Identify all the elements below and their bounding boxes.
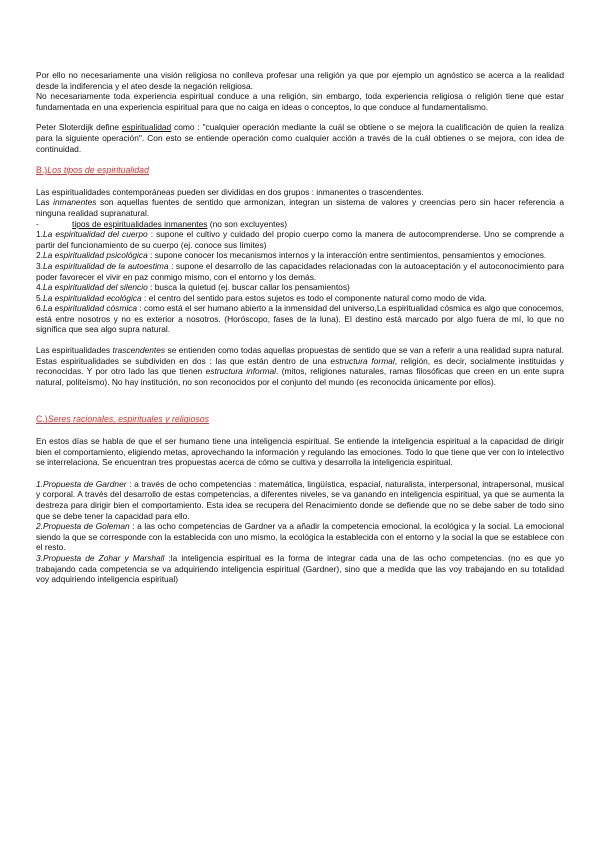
text-run: Peter Sloterdijk define bbox=[36, 122, 122, 133]
item-text: : supone el desarrollo de las capacidades relacionadas con la autoaceptación y el autoconocimiento para poder favorecer el vivir en paz conmigo mismo, con el entorno y los demás. bbox=[36, 260, 564, 282]
item-text: :la inteligencia espiritual es la forma de integrar cada una de las ocho competencias. (no es que yo trabajando cada competencia se va adquiriendo inteligencia espiritual (Gardner), sino que a medida que las voy trabajando en su totalidad voy adquiriendo inteligencia espiritual) bbox=[36, 552, 565, 585]
text-run: (no son excluyentes) bbox=[207, 218, 288, 229]
text-run: se entienden como todas aquellas propuestas de sentido que se van a referir a una realidad supra natural. Estas espiritualidades se subdividen en dos : las que están dentro de una bbox=[36, 345, 564, 366]
item-term: Propuesta de Goleman bbox=[43, 521, 130, 532]
bullet-text bbox=[72, 219, 287, 230]
text-run: son aquellas fuentes de sentido que armonizan, integran un sistema de valores y creencias pero sin hacer referencia a ninguna realidad supranatural. bbox=[36, 197, 564, 218]
item-term: La espiritualidad del cuerpo bbox=[43, 229, 148, 240]
section-b-heading bbox=[36, 165, 564, 176]
item-number: 1. bbox=[36, 478, 43, 489]
section-c-title: Seres racionales, espirituales y religiosos bbox=[47, 414, 210, 425]
term-estructura-formal: estructura formal bbox=[330, 355, 395, 366]
item-term: Propuesta de Zohar y Marshall bbox=[43, 552, 165, 563]
item-text: : como está el ser humano abierto a la inmensidad del universo,La espiritualidad cósmica es algo que conocemos, está entre nosotros y no es exterior a nosotros. (Horóscopo, fases de la luna). El destino está marcado por algo fuera de mí, lo que no significa que sea algo supra natural. bbox=[36, 303, 564, 335]
list-item bbox=[36, 553, 564, 585]
term-inmanentes: inmanentes bbox=[53, 197, 97, 208]
item-term: La espiritualidad de la autoestima bbox=[43, 260, 169, 271]
item-term: La espiritualidad del silencio bbox=[43, 282, 148, 293]
text-run: , religión, es decir, socialmente instituidas y reconocidas. Y por otro lado las que tienen bbox=[36, 355, 564, 377]
item-number: 3. bbox=[36, 552, 43, 563]
term-espiritualidad: espiritualidad bbox=[121, 122, 172, 133]
list-item bbox=[36, 303, 564, 335]
bullet-dash: - bbox=[36, 218, 39, 229]
section-b-letter: B.) bbox=[36, 165, 48, 176]
item-text: : supone conocer los mecanismos internos y la interacción entre sentimientos, pensamientos y emociones. bbox=[147, 250, 547, 261]
item-text: : supone el cultivo y cuidado del propio cuerpo como la manera de autocomprenderse. Uno se comprende a partir del funcionamiento de su cuerpo (ej. conoce sus límites) bbox=[36, 229, 565, 250]
section-b-paragraph-2 bbox=[36, 197, 564, 218]
list-item bbox=[36, 250, 564, 261]
term-estructura-informal: estructura informal bbox=[205, 366, 276, 377]
intro-paragraph-2: No necesariamente toda experiencia espiritual conduce a una religión, sin embargo, toda experiencia religiosa o religión tiene que estar fundamentada en una experiencia espiritual para que no caiga en ideas o conceptos, lo que conduce al fundamentalismo. bbox=[36, 91, 564, 112]
list-item bbox=[36, 521, 564, 553]
item-number: 5. bbox=[36, 292, 43, 303]
item-number: 2. bbox=[36, 250, 43, 261]
list-item bbox=[36, 229, 564, 250]
list-item bbox=[36, 282, 564, 293]
item-text: : a las ocho competencias de Gardner va a añadir la competencia emocional, la ecológica y la social. La emocional siendo la que se corresponde con la establecida con uno mismo, la ecológica la establecida con el entorno y la social la que se establece con el resto. bbox=[36, 521, 564, 553]
text-run: Las bbox=[36, 197, 54, 208]
intro-paragraph-3 bbox=[36, 122, 564, 154]
item-term: La espiritualidad psicológica bbox=[43, 250, 148, 261]
list-item bbox=[36, 479, 564, 521]
item-term: La espiritualidad cósmica bbox=[43, 303, 138, 314]
item-term: La espiritualidad ecológica bbox=[43, 292, 142, 303]
item-number: 1. bbox=[36, 229, 43, 240]
section-c-letter: C.) bbox=[36, 414, 48, 425]
item-term: Propuesta de Gardner bbox=[43, 478, 127, 489]
section-b-title: Los tipos de espiritualidad bbox=[47, 165, 149, 176]
item-text: : el centro del sentido para estos sujetos es todo el componente natural como modo de vida. bbox=[141, 292, 487, 303]
term-trascendentes: trascendentes bbox=[112, 345, 166, 356]
text-run: como : "cualquier operación mediante la cuál se obtiene o se mejora la cualificación de quien la realiza para la siguiente operación". Con esto se entiende operación como cualquier acción a través de la cuál obtienes o se mejora, con idea de continuidad. bbox=[36, 122, 564, 154]
item-number: 3. bbox=[36, 260, 43, 271]
text-run: Las espiritualidades bbox=[36, 345, 113, 356]
section-c-paragraph-1: En estos días se habla de que el ser humano tiene una inteligencia espiritual. Se entiende la inteligencia espiritual a la capacidad de dirigir bien el comportamiento, eligiendo metas, aprovechando la información y regulando las emociones. Todo lo que tiene que ver con lo intelectivo se interrelaciona. Se encuentran tres propuestas acerca de cómo se cultiva y desarrolla la inteligencia espiritual. bbox=[36, 436, 564, 468]
item-text: : a través de ocho competencias : matemática, lingüística, espacial, naturalista, interpersonal, intrapersonal, musical y corporal. A través del desarrollo de estas competencias, a diferentes niveles, se va ganando en inteligencia espiritual, ya que se aumenta la destreza para dirigir bien el comportamiento. Esta idea se recupera del Renacimiento donde se defiende que no se debe saber de todo sino que se debe tener la capacidad para ello. bbox=[36, 478, 564, 521]
text-run: . (mitos, religiones naturales, ramas filosóficas que creen en un ente supra natural, politeísmo). No hay institución, no son reconocidos por el conjunto del mundo (es reconocida únicamente por ellos). bbox=[36, 366, 564, 387]
item-number: 2. bbox=[36, 521, 43, 532]
bullet-item bbox=[36, 219, 564, 230]
item-number: 4. bbox=[36, 282, 43, 293]
list-item bbox=[36, 293, 564, 304]
item-text: : busca la quietud (ej. buscar callar los pensamientos) bbox=[147, 282, 350, 293]
section-b-paragraph-1: Las espiritualidades contemporáneas pueden ser divididas en dos grupos : inmanentes o trascendentes. bbox=[36, 186, 424, 197]
intro-paragraph-1: Por ello no necesariamente una visión religiosa no conlleva profesar una religión ya que por ejemplo un agnóstico se acerca a la realidad desde la indiferencia y el ateo desde la negación religiosa. bbox=[36, 70, 564, 91]
item-number: 6. bbox=[36, 303, 43, 314]
section-c-heading bbox=[36, 414, 564, 425]
section-b-paragraph-3 bbox=[36, 345, 564, 387]
bullet-underlined: tipos de espiritualidades inmanentes bbox=[72, 218, 208, 229]
list-item bbox=[36, 261, 564, 282]
